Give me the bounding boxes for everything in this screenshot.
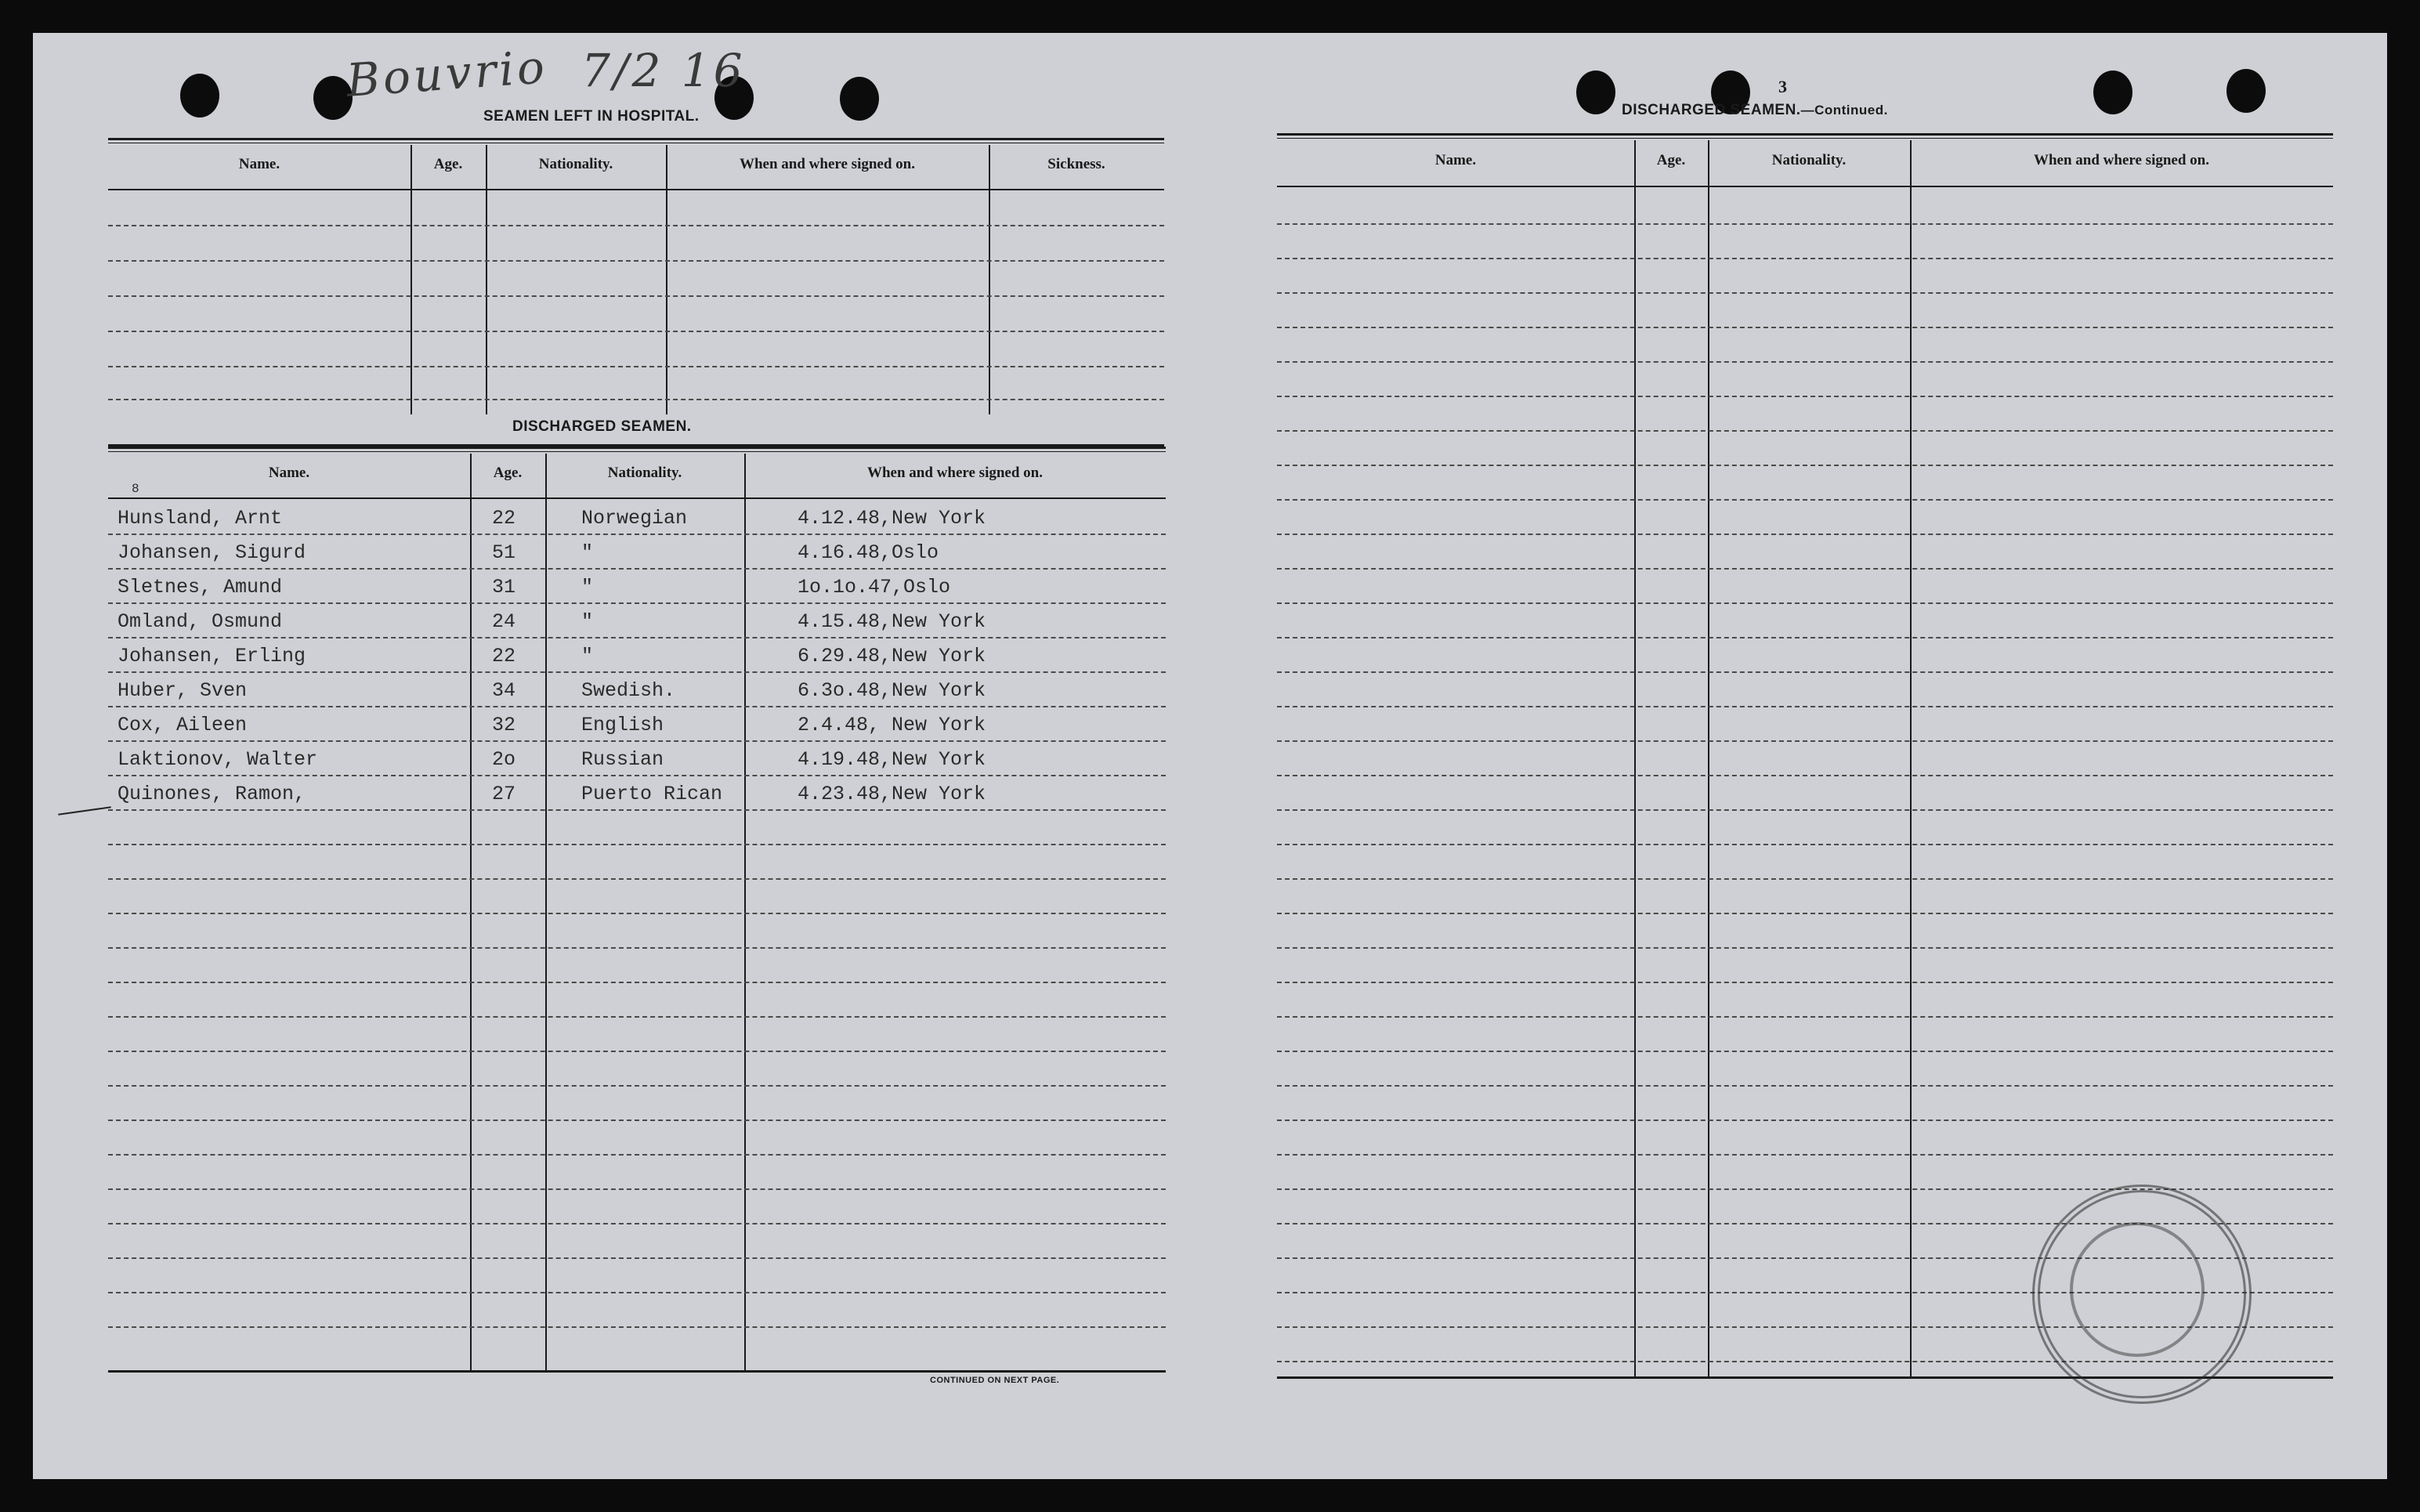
col-header-signed-on: When and where signed on. xyxy=(866,465,1043,481)
seaman-name: Cox, Aileen xyxy=(118,714,248,736)
discharged-section-title: DISCHARGED SEAMEN. xyxy=(512,418,692,435)
official-stamp xyxy=(2032,1185,2252,1404)
punch-hole xyxy=(2226,69,2266,113)
col-header-sickness: Sickness. xyxy=(1047,156,1105,172)
manifest-page xyxy=(33,33,2387,1479)
seaman-age: 51 xyxy=(492,541,516,564)
seaman-name: Hunsland, Arnt xyxy=(118,507,283,530)
punch-hole xyxy=(180,74,219,118)
col-header-nationality: Nationality. xyxy=(538,156,613,172)
seaman-signed-on: 4.15.48,New York xyxy=(798,610,986,633)
col-header-age: Age. xyxy=(1656,152,1686,168)
seaman-age: 2o xyxy=(492,748,516,771)
right-section-title-suffix: —Continued. xyxy=(1800,103,1888,118)
seaman-name: Sletnes, Amund xyxy=(118,576,283,599)
seaman-nationality: " xyxy=(581,541,594,564)
seaman-name: Omland, Osmund xyxy=(118,610,283,633)
seaman-age: 22 xyxy=(492,645,516,667)
seaman-age: 24 xyxy=(492,610,516,633)
hospital-table-header xyxy=(108,140,1164,190)
seaman-nationality: English xyxy=(581,714,664,736)
seaman-name: Laktionov, Walter xyxy=(118,748,318,771)
seaman-name: Johansen, Erling xyxy=(118,645,306,667)
seaman-name: Johansen, Sigurd xyxy=(118,541,306,564)
handwritten-note: Bouvrio xyxy=(344,40,549,107)
seaman-signed-on: 2.4.48, New York xyxy=(798,714,986,736)
seaman-signed-on: 6.29.48,New York xyxy=(798,645,986,667)
continued-note: CONTINUED ON NEXT PAGE. xyxy=(930,1376,1060,1385)
col-header-age: Age. xyxy=(493,465,523,481)
seaman-signed-on: 1o.1o.47,Oslo xyxy=(798,576,951,599)
hospital-section-title: SEAMEN LEFT IN HOSPITAL. xyxy=(483,108,700,125)
col-header-name: Name. xyxy=(268,465,310,481)
page-number: 3 xyxy=(1778,77,1787,96)
col-header-signed-on: When and where signed on. xyxy=(739,156,915,172)
right-section-title xyxy=(1622,102,1888,119)
seaman-signed-on: 4.19.48,New York xyxy=(798,748,986,771)
seaman-nationality: Swedish. xyxy=(581,679,676,702)
seaman-nationality: " xyxy=(581,610,594,633)
col-header-age: Age. xyxy=(433,156,463,172)
row-marker: 8 xyxy=(132,482,139,496)
seaman-signed-on: 6.3o.48,New York xyxy=(798,679,986,702)
right-section-title-text: DISCHARGED SEAMEN. xyxy=(1622,102,1801,118)
seaman-signed-on: 4.23.48,New York xyxy=(798,783,986,805)
col-header-nationality: Nationality. xyxy=(607,465,682,481)
seaman-signed-on: 4.12.48,New York xyxy=(798,507,986,530)
col-header-nationality: Nationality. xyxy=(1771,152,1847,168)
punch-hole xyxy=(840,77,879,121)
col-header-name: Name. xyxy=(238,156,280,172)
seaman-nationality: " xyxy=(581,645,594,667)
col-header-name: Name. xyxy=(1434,152,1477,168)
discharged-table xyxy=(108,447,1166,1372)
seaman-name: Huber, Sven xyxy=(118,679,248,702)
seaman-nationality: Puerto Rican xyxy=(581,783,723,805)
pen-stroke xyxy=(58,806,111,815)
handwritten-fraction: 7/2 16 xyxy=(581,44,746,97)
official-stamp-inner-ring xyxy=(2070,1222,2205,1357)
col-header-signed-on: When and where signed on. xyxy=(2033,152,2209,168)
seaman-age: 32 xyxy=(492,714,516,736)
seaman-nationality: Norwegian xyxy=(581,507,688,530)
seaman-name: Quinones, Ramon, xyxy=(118,783,306,805)
seaman-age: 27 xyxy=(492,783,516,805)
seaman-age: 34 xyxy=(492,679,516,702)
seaman-age: 22 xyxy=(492,507,516,530)
seaman-nationality: Russian xyxy=(581,748,664,771)
seaman-nationality: " xyxy=(581,576,594,599)
seaman-age: 31 xyxy=(492,576,516,599)
punch-hole xyxy=(2093,71,2132,114)
punch-hole xyxy=(1576,71,1615,114)
hospital-table xyxy=(108,138,1164,446)
seaman-signed-on: 4.16.48,Oslo xyxy=(798,541,939,564)
